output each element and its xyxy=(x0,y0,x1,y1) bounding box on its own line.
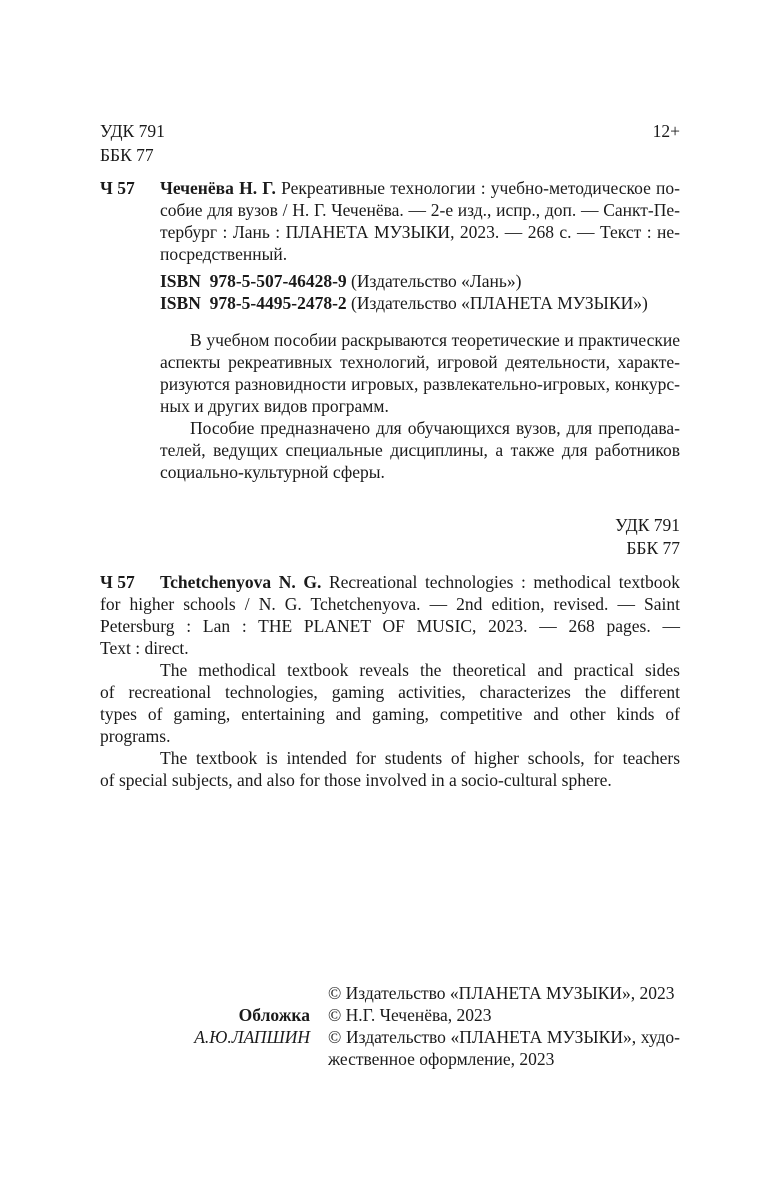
abstract-line: types of gaming, entertaining and gaming, competitive and other kinds of xyxy=(100,704,680,724)
entry-line: собие для вузов / Н. Г. Чеченёва. — 2-е изд., испр., доп. — Санкт-Пе- xyxy=(160,200,680,220)
copyright-line: © Издательство «ПЛАНЕТА МУЗЫКИ», худо- xyxy=(328,1027,680,1047)
entry-line: посредственный. xyxy=(160,244,288,264)
copyright-block xyxy=(328,982,680,1070)
abstract-line: В учебном пособии раскрываются теоретические и практические xyxy=(190,330,680,350)
copyright-line: жественное оформление, 2023 xyxy=(328,1049,555,1069)
ru-bibliographic-entry xyxy=(160,177,680,265)
abstract-line: The methodical textbook reveals the theoretical and practical sides xyxy=(160,660,680,680)
entry-line: Рекреативные технологии : учебно-методическое по- xyxy=(281,178,680,198)
ru-author: Чеченёва Н. Г. xyxy=(160,178,276,198)
abstract-line: ных и других видов программ. xyxy=(160,396,389,416)
cover-label: Обложка xyxy=(238,1005,310,1025)
bbk-code: ББК 77 xyxy=(626,538,680,558)
age-rating: 12+ xyxy=(652,121,680,141)
entry-line: тербург : Лань : ПЛАНЕТА МУЗЫКИ, 2023. — 268 с. — Текст : не- xyxy=(160,222,680,242)
isbn-line: ISBN 978-5-507-46428-9 (Издательство «Лань») xyxy=(160,271,522,291)
cover-credit xyxy=(194,1004,310,1048)
en-author: Tchetchenyova N. G. xyxy=(160,572,322,592)
entry-line: Text : direct. xyxy=(100,638,189,658)
abstract-line: The textbook is intended for students of higher schools, for teachers xyxy=(160,748,680,768)
abstract-line: аспекты рекреативных технологий, игровой деятельности, характе- xyxy=(160,352,680,372)
abstract-line: ризуются разновидности игровых, развлекательно-игровых, конкурс- xyxy=(160,374,680,394)
entry-line: for higher schools / N. G. Tchetchenyova. — 2nd edition, revised. — Saint xyxy=(100,594,680,614)
ru-abstract xyxy=(160,329,680,483)
cover-artist: А.Ю.ЛАПШИН xyxy=(194,1027,310,1047)
udk-code: УДК 791 xyxy=(615,515,680,535)
en-bibliographic-entry xyxy=(100,571,680,791)
abstract-line: телей, ведущих специальные дисциплины, а также для работников xyxy=(160,440,680,460)
entry-line: Petersburg : Lan : THE PLANET OF MUSIC, 2023. — 268 pages. — xyxy=(100,616,680,636)
copyright-line: © Издательство «ПЛАНЕТА МУЗЫКИ», 2023 xyxy=(328,983,675,1003)
classification-codes xyxy=(100,119,165,167)
abstract-line: of recreational technologies, gaming activities, characterizes the different xyxy=(100,682,680,702)
copyright-line: © Н.Г. Чеченёва, 2023 xyxy=(328,1005,492,1025)
ru-author-code: Ч 57 xyxy=(100,178,135,198)
abstract-line: programs. xyxy=(100,726,171,746)
udk-code: УДК 791 xyxy=(100,121,165,141)
en-author-code: Ч 57 xyxy=(100,572,135,592)
bbk-code: ББК 77 xyxy=(100,145,154,165)
isbn-list xyxy=(160,270,690,314)
abstract-line: Пособие предназначено для обучающихся вузов, для преподава- xyxy=(190,418,680,438)
isbn-line: ISBN 978-5-4495-2478-2 (Издательство «ПЛАНЕТА МУЗЫКИ») xyxy=(160,293,648,313)
entry-line: Recreational technologies : methodical textbook xyxy=(328,572,681,592)
abstract-line: of special subjects, and also for those involved in a socio-cultural sphere. xyxy=(100,770,612,790)
en-classification-codes xyxy=(615,514,680,560)
abstract-line: социально-культурной сферы. xyxy=(160,462,385,482)
